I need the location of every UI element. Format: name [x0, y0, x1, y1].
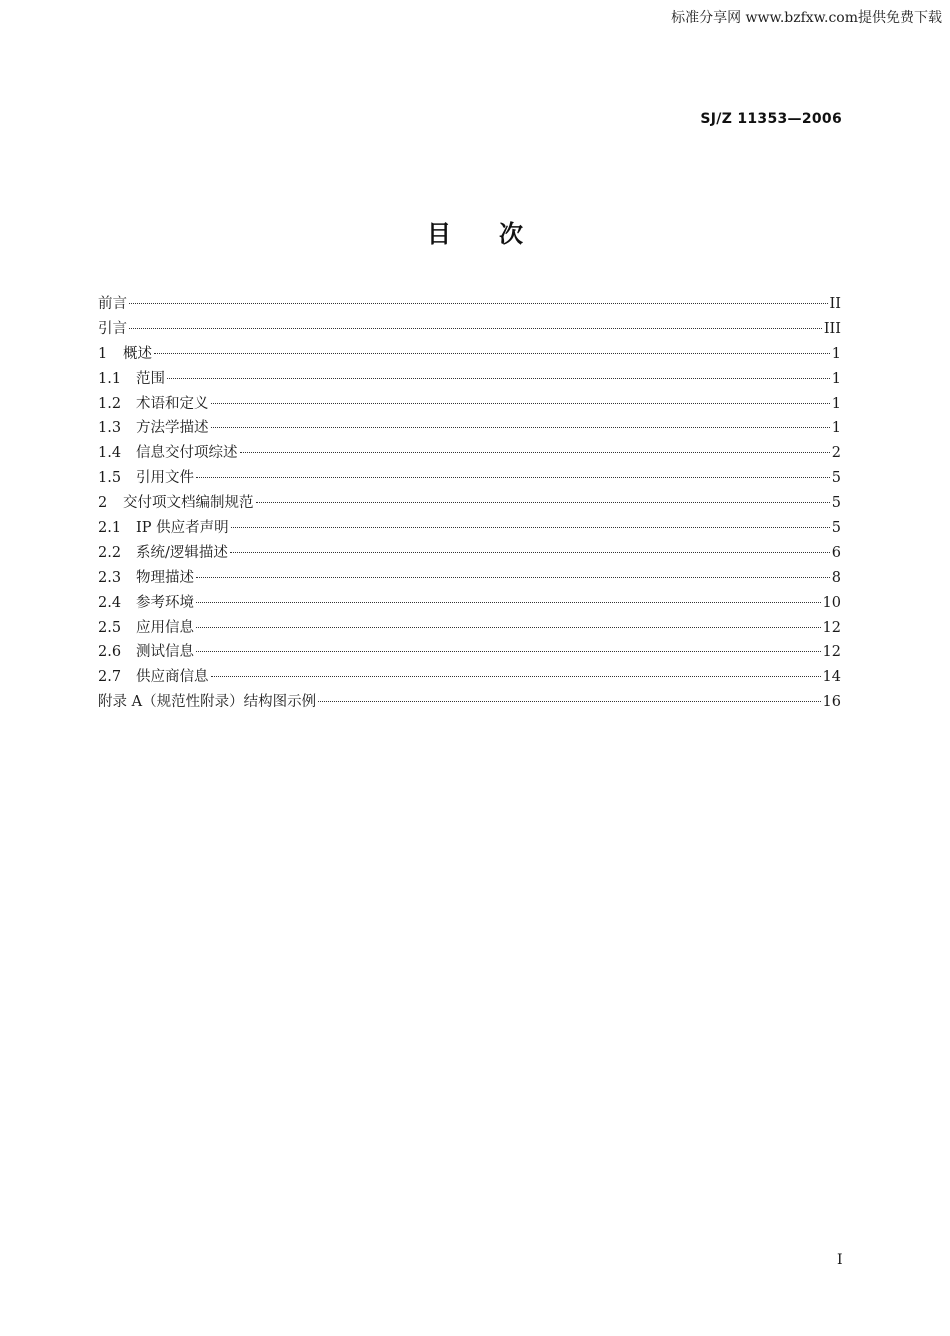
- toc-entry-2-7[interactable]: [98, 665, 841, 690]
- page-number: I: [837, 1252, 843, 1268]
- toc-page: 8: [831, 569, 841, 586]
- toc-number: 2.7: [98, 669, 122, 686]
- toc-leader-dots: [230, 552, 830, 553]
- toc-label: IP 供应者声明: [136, 520, 229, 537]
- toc-number: 2.1: [98, 520, 122, 537]
- toc-leader-dots: [167, 378, 830, 379]
- toc-page: 16: [822, 694, 841, 711]
- toc-number: 1.5: [98, 470, 122, 487]
- toc-label: 范围: [136, 370, 165, 387]
- toc-label: 应用信息: [136, 619, 194, 636]
- standard-code: SJ/Z 11353—2006: [700, 111, 842, 127]
- toc-leader-dots: [196, 627, 821, 628]
- toc-number: 1.2: [98, 395, 122, 412]
- toc-leader-dots: [196, 477, 830, 478]
- toc-page: 1: [831, 420, 841, 437]
- toc-entry-2[interactable]: [98, 491, 841, 516]
- toc-page: 12: [822, 644, 841, 661]
- toc-number: 1.3: [98, 420, 122, 437]
- toc-label: 前言: [98, 296, 127, 312]
- toc-entry-foreword[interactable]: [98, 292, 841, 317]
- toc-label: 物理描述: [136, 569, 194, 586]
- toc-entry-1-3[interactable]: [98, 416, 841, 441]
- toc-leader-dots: [154, 353, 830, 354]
- toc-label: 术语和定义: [136, 395, 209, 412]
- toc-leader-dots: [196, 651, 821, 652]
- toc-page: 1: [831, 370, 841, 387]
- toc-label: 参考环境: [136, 594, 194, 611]
- toc-label: 供应商信息: [136, 669, 209, 686]
- table-of-contents: [98, 292, 841, 715]
- toc-entry-2-2[interactable]: [98, 541, 841, 566]
- toc-entry-2-4[interactable]: [98, 591, 841, 616]
- toc-number: 1.1: [98, 370, 122, 387]
- toc-entry-1-2[interactable]: [98, 392, 841, 417]
- toc-number: 2.4: [98, 594, 122, 611]
- toc-label: 引用文件: [136, 470, 194, 487]
- toc-leader-dots: [211, 403, 830, 404]
- toc-page: 2: [831, 445, 841, 462]
- toc-number: 2.6: [98, 644, 122, 661]
- toc-label: 交付项文档编制规范: [123, 495, 254, 512]
- toc-page: 6: [831, 544, 841, 561]
- toc-number: 1.4: [98, 445, 122, 462]
- toc-entry-1-5[interactable]: [98, 466, 841, 491]
- watermark-text: 标准分享网 www.bzfxw.com提供免费下载: [671, 10, 942, 26]
- toc-page: 14: [822, 669, 841, 686]
- toc-page: 12: [822, 619, 841, 636]
- toc-leader-dots: [196, 602, 821, 603]
- toc-leader-dots: [318, 701, 820, 702]
- toc-number: 2.5: [98, 619, 122, 636]
- toc-page: III: [823, 320, 841, 337]
- toc-number: 2: [98, 495, 108, 512]
- toc-entry-1-1[interactable]: [98, 367, 841, 392]
- toc-page: 5: [831, 520, 841, 537]
- toc-label: 方法学描述: [136, 420, 209, 437]
- toc-entry-2-3[interactable]: [98, 566, 841, 591]
- toc-page: 1: [831, 395, 841, 412]
- toc-leader-dots: [240, 452, 830, 453]
- toc-entry-introduction[interactable]: [98, 317, 841, 342]
- toc-leader-dots: [129, 303, 828, 304]
- toc-leader-dots: [256, 502, 830, 503]
- toc-entry-2-5[interactable]: [98, 616, 841, 641]
- toc-number: 1: [98, 345, 108, 362]
- toc-leader-dots: [196, 577, 830, 578]
- toc-label: 引言: [98, 320, 127, 337]
- toc-page: 1: [831, 345, 841, 362]
- page-title: 目次: [427, 220, 571, 248]
- toc-page: 5: [831, 495, 841, 512]
- toc-leader-dots: [129, 328, 822, 329]
- toc-entry-1[interactable]: [98, 342, 841, 367]
- toc-entry-appendix-a[interactable]: [98, 690, 841, 715]
- toc-leader-dots: [231, 527, 830, 528]
- toc-entry-1-4[interactable]: [98, 441, 841, 466]
- toc-leader-dots: [211, 427, 830, 428]
- toc-page: II: [829, 296, 841, 312]
- toc-label: 测试信息: [136, 644, 194, 661]
- toc-entry-2-6[interactable]: [98, 640, 841, 665]
- toc-leader-dots: [211, 676, 821, 677]
- toc-label: 概述: [123, 345, 152, 362]
- toc-number: 2.3: [98, 569, 122, 586]
- toc-page: 5: [831, 470, 841, 487]
- toc-label: 附录 A（规范性附录）结构图示例: [98, 694, 317, 711]
- toc-entry-2-1[interactable]: [98, 516, 841, 541]
- toc-label: 信息交付项综述: [136, 445, 238, 462]
- toc-label: 系统/逻辑描述: [136, 544, 228, 561]
- toc-page: 10: [822, 594, 841, 611]
- toc-number: 2.2: [98, 544, 122, 561]
